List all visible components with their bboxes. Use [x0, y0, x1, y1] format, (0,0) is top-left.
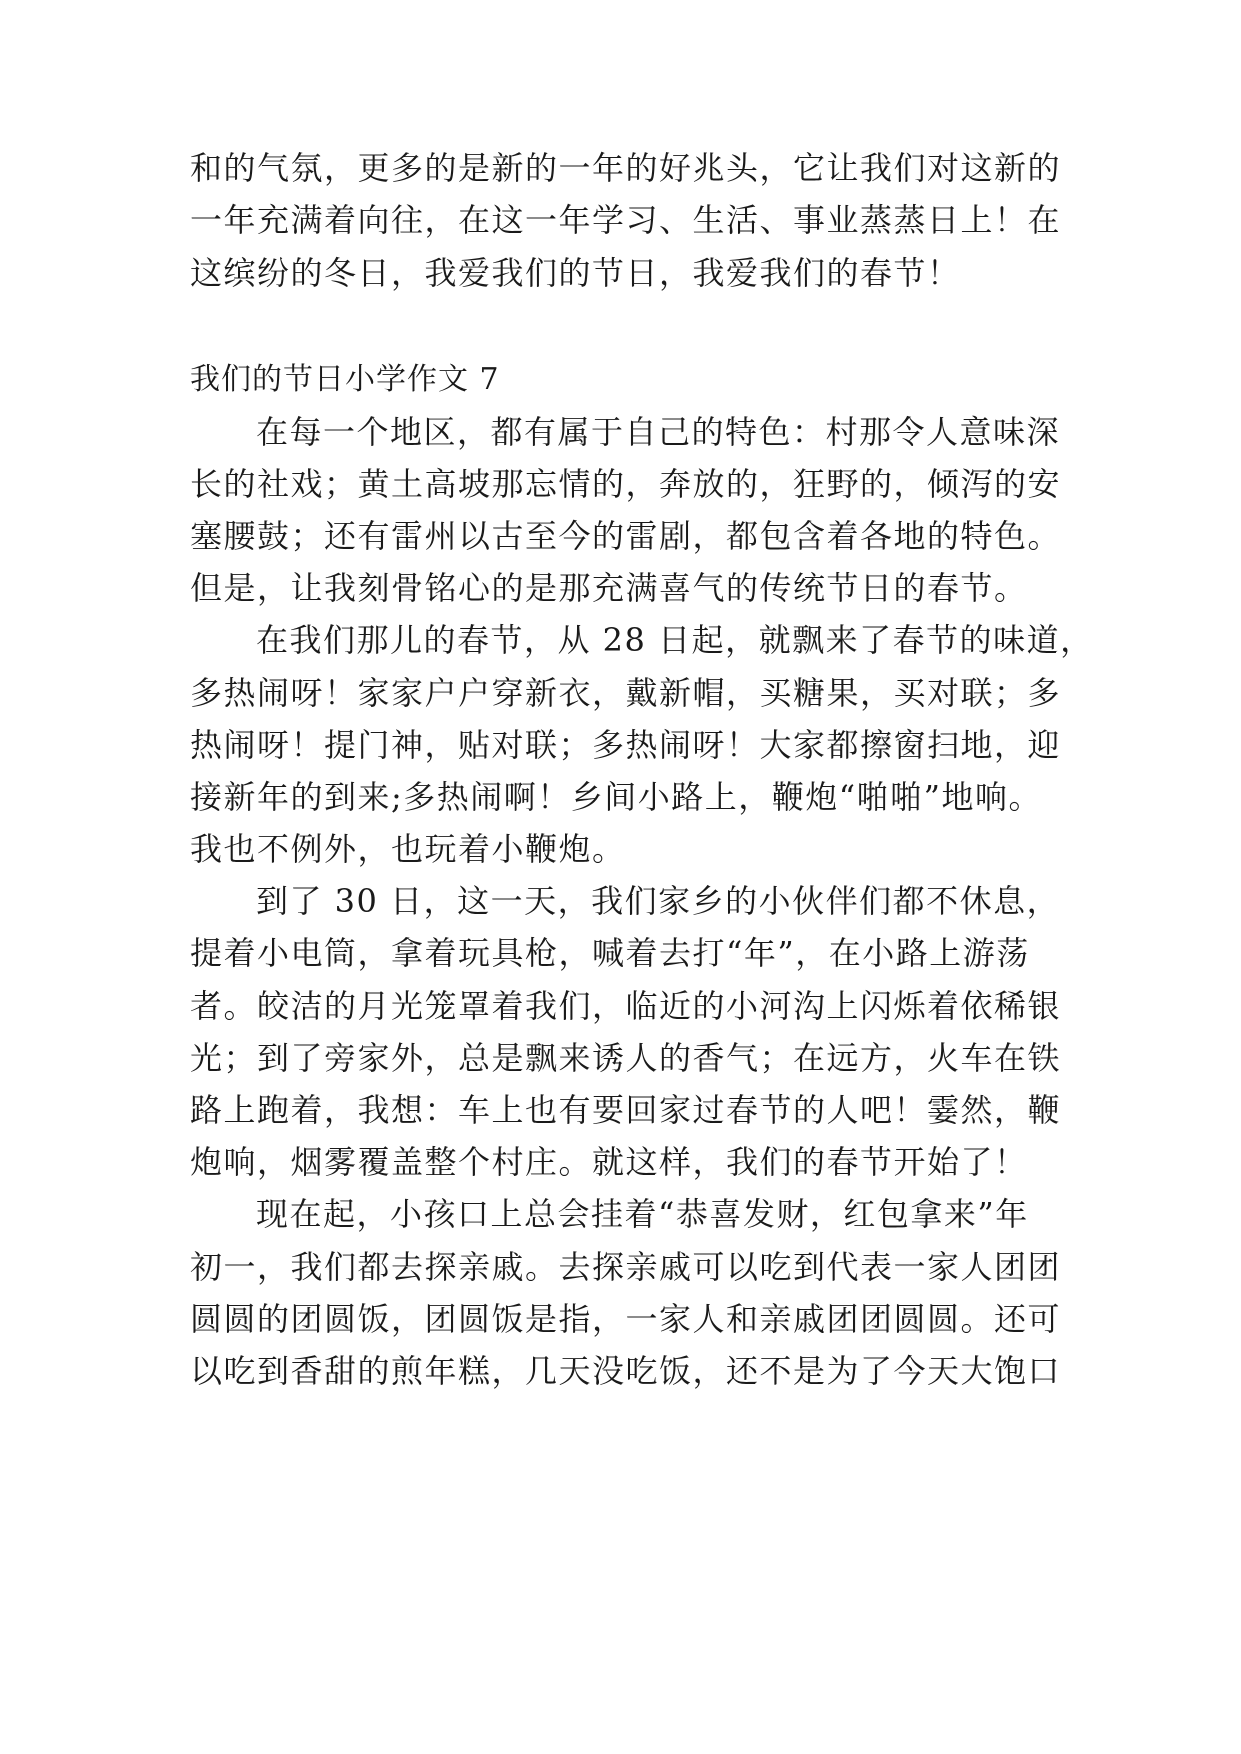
text-line: 者。皎洁的月光笼罩着我们，临近的小河沟上闪烁着依稀银: [190, 987, 1062, 1025]
text-line: 但是，让我刻骨铭心的是那充满喜气的传统节日的春节。: [190, 569, 1028, 607]
text-line: 长的社戏；黄土高坡那忘情的，奔放的，狂野的，倾泻的安: [190, 465, 1062, 503]
text-line: 接新年的到来;多热闹啊！乡间小路上，鞭炮“啪啪”地响。: [190, 778, 1043, 816]
text-line: 圆圆的团圆饭，团圆饭是指，一家人和亲戚团团圆圆。还可: [190, 1300, 1062, 1338]
text-line: 提着小电筒，拿着玩具枪，喊着去打“年”，在小路上游荡: [190, 934, 1030, 972]
text-line: 现在起，小孩口上总会挂着“恭喜发财，红包拿来”年: [256, 1195, 1029, 1233]
text-line: 热闹呀！提门神，贴对联；多热闹呀！大家都擦窗扫地，迎: [190, 726, 1062, 764]
text-line: 在我们那儿的春节，从 28 日起，就飘来了春节的味道，: [256, 621, 1094, 659]
text-line: 在每一个地区，都有属于自己的特色：村那令人意味深: [256, 413, 1061, 451]
text-line: 一年充满着向往，在这一年学习、生活、事业蒸蒸日上！在: [190, 201, 1062, 239]
text-line: 炮响，烟雾覆盖整个村庄。就这样，我们的春节开始了！: [190, 1143, 1028, 1181]
text-line: 初一，我们都去探亲戚。去探亲戚可以吃到代表一家人团团: [190, 1248, 1062, 1286]
text-line: 这缤纷的冬日，我爱我们的节日，我爱我们的春节！: [190, 254, 961, 292]
text-line: 以吃到香甜的煎年糕，几天没吃饭，还不是为了今天大饱口: [190, 1352, 1062, 1390]
text-line: 和的气氛，更多的是新的一年的好兆头，它让我们对这新的: [190, 149, 1062, 187]
section-heading: 我们的节日小学作文 7: [190, 362, 500, 397]
text-line: 塞腰鼓；还有雷州以古至今的雷剧，都包含着各地的特色。: [190, 517, 1062, 555]
text-line: 多热闹呀！家家户户穿新衣，戴新帽，买糖果，买对联；多: [190, 674, 1062, 712]
text-line: 我也不例外，也玩着小鞭炮。: [190, 830, 626, 868]
text-line: 到了 30 日，这一天，我们家乡的小伙伴们都不休息，: [256, 882, 1061, 920]
text-line: 光；到了旁家外，总是飘来诱人的香气；在远方，火车在铁: [190, 1039, 1062, 1077]
text-line: 路上跑着，我想：车上也有要回家过春节的人吧！霎然，鞭: [190, 1091, 1062, 1129]
